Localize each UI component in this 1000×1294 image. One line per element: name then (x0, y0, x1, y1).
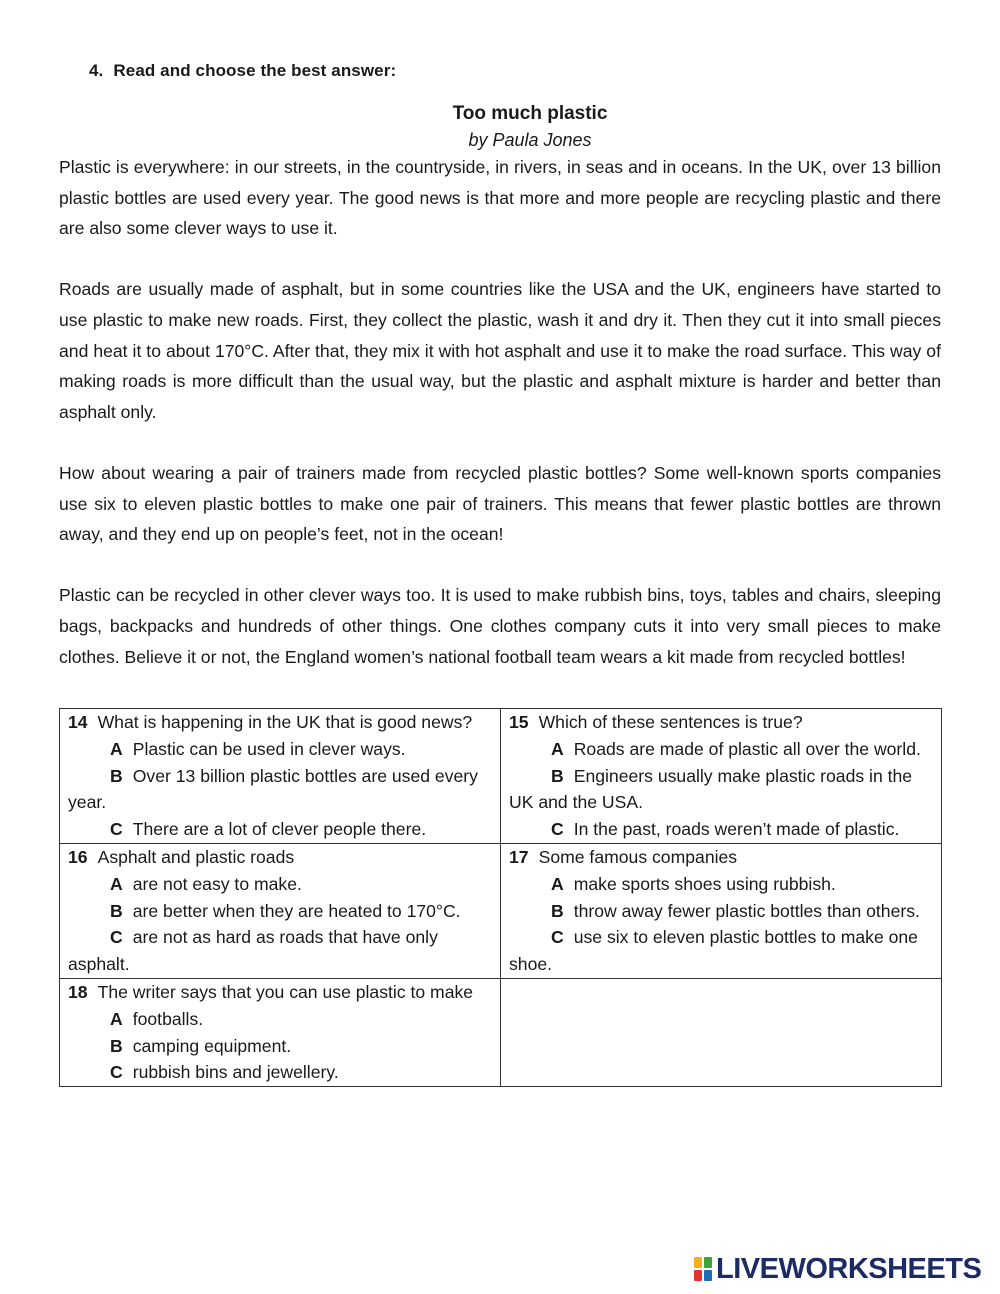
answer-option[interactable] (509, 816, 937, 843)
option-letter: C (110, 819, 123, 840)
question-text: What is happening in the UK that is good news? (97, 712, 473, 732)
logo-square-icon (694, 1270, 702, 1281)
question-number: 15 (509, 712, 529, 732)
table-row (60, 978, 942, 1086)
question-18 (60, 978, 501, 1086)
question-stem (68, 709, 496, 736)
answer-option[interactable] (509, 871, 937, 898)
answer-option[interactable] (509, 763, 937, 817)
question-stem (68, 979, 496, 1006)
question-number: 18 (68, 981, 88, 1002)
option-letter: B (551, 900, 564, 921)
answer-option[interactable] (509, 736, 937, 763)
question-number: 17 (509, 846, 529, 867)
question-text: Some famous companies (538, 846, 738, 867)
answer-option[interactable] (68, 1059, 496, 1086)
option-letter: C (551, 819, 564, 840)
question-text: Which of these sentences is true? (538, 712, 803, 732)
option-letter: C (110, 927, 123, 948)
question-number: 16 (68, 846, 88, 867)
question-stem (509, 709, 937, 736)
logo-square-icon (704, 1270, 712, 1281)
table-row (60, 709, 942, 844)
answer-option[interactable] (68, 1033, 496, 1060)
instruction-number: 4. (89, 61, 104, 80)
questions-table (59, 708, 942, 1087)
article-body (59, 152, 941, 672)
question-16 (60, 843, 501, 978)
option-letter: B (551, 765, 564, 786)
question-stem (509, 844, 937, 871)
option-letter: C (551, 927, 564, 948)
liveworksheets-brand[interactable] (693, 1254, 981, 1284)
option-text: Over 13 billion plastic bottles are used every year. (68, 765, 478, 813)
answer-option[interactable] (509, 924, 937, 978)
option-text: Engineers usually make plastic roads in the UK and the USA. (509, 765, 913, 813)
option-letter: A (110, 1008, 123, 1029)
option-text: throw away fewer plastic bottles than others. (573, 900, 920, 921)
question-text: The writer says that you can use plastic to make (97, 981, 474, 1002)
answer-option[interactable] (68, 736, 496, 763)
answer-option[interactable] (68, 763, 496, 817)
logo-square-icon (694, 1257, 702, 1268)
option-text: Plastic can be used in clever ways. (132, 738, 406, 759)
table-row (60, 843, 942, 978)
paragraph: How about wearing a pair of trainers made from recycled plastic bottles? Some well-known sports companies use six to eleven plastic bottles to make one pair of trainers. This means that fewer plastic bottles are thrown away, and they end up on people’s feet, not in the ocean! (59, 462, 941, 545)
brand-name: LIVEWORKSHEETS (716, 1252, 982, 1285)
option-text: camping equipment. (132, 1035, 292, 1056)
option-text: footballs. (132, 1008, 204, 1029)
question-17 (501, 843, 942, 978)
answer-option[interactable] (68, 871, 496, 898)
option-text: make sports shoes using rubbish. (573, 873, 836, 894)
paragraph: Plastic can be recycled in other clever ways too. It is used to make rubbish bins, toys, tables and chairs, sleeping bags, backpacks and hundreds of other things. One clothes company cuts it into very small pieces to make clothes. Believe it or not, the England women’s national football team wears a kit made from recycled bottles! (59, 585, 941, 667)
option-text: In the past, roads weren’t made of plastic. (573, 819, 900, 840)
option-letter: B (110, 900, 123, 921)
option-letter: A (551, 738, 564, 759)
article-title: Too much plastic (452, 103, 608, 124)
article-author: by Paula Jones (468, 130, 592, 150)
option-letter: A (110, 873, 123, 894)
instruction-text: Read and choose the best answer: (113, 61, 397, 80)
option-letter: C (110, 1062, 123, 1083)
question-14 (60, 709, 501, 844)
option-letter: A (110, 738, 123, 759)
instruction-heading (89, 61, 396, 81)
question-text: Asphalt and plastic roads (97, 846, 295, 867)
question-15 (501, 709, 942, 844)
option-letter: B (110, 765, 123, 786)
question-stem (68, 844, 496, 871)
option-text: are better when they are heated to 170°C. (132, 900, 461, 921)
option-text: There are a lot of clever people there. (132, 819, 427, 840)
paragraph: Roads are usually made of asphalt, but in some countries like the USA and the UK, engineers have started to use plastic to make new roads. First, they collect the plastic, wash it and dry it. Then they cut it into small pieces and heat it to about 170°C. After that, they mix it with hot asphalt and use it to make the road surface. This way of making roads is more difficult than the usual way, but the plastic and asphalt mixture is harder and better than asphalt only. (59, 279, 941, 422)
answer-option[interactable] (68, 816, 496, 843)
option-letter: B (110, 1035, 123, 1056)
liveworksheets-logo-icon (693, 1256, 713, 1282)
answer-option[interactable] (68, 898, 496, 925)
option-letter: A (551, 873, 564, 894)
option-text: rubbish bins and jewellery. (132, 1062, 339, 1083)
option-text: Roads are made of plastic all over the world. (573, 738, 921, 759)
option-text: are not easy to make. (132, 873, 302, 894)
question-number: 14 (68, 712, 88, 732)
answer-option[interactable] (509, 898, 937, 925)
logo-square-icon (704, 1257, 712, 1268)
option-text: use six to eleven plastic bottles to make one shoe. (509, 927, 918, 975)
paragraph: Plastic is everywhere: in our streets, in the countryside, in rivers, in seas and in oceans. In the UK, over 13 billion plastic bottles are used every year. The good news is that more and more people are recycling plastic and there are also some clever ways to use it. (59, 157, 941, 239)
answer-option[interactable] (68, 924, 496, 978)
option-text: are not as hard as roads that have only asphalt. (68, 927, 438, 975)
empty-cell (501, 978, 942, 1086)
answer-option[interactable] (68, 1006, 496, 1033)
